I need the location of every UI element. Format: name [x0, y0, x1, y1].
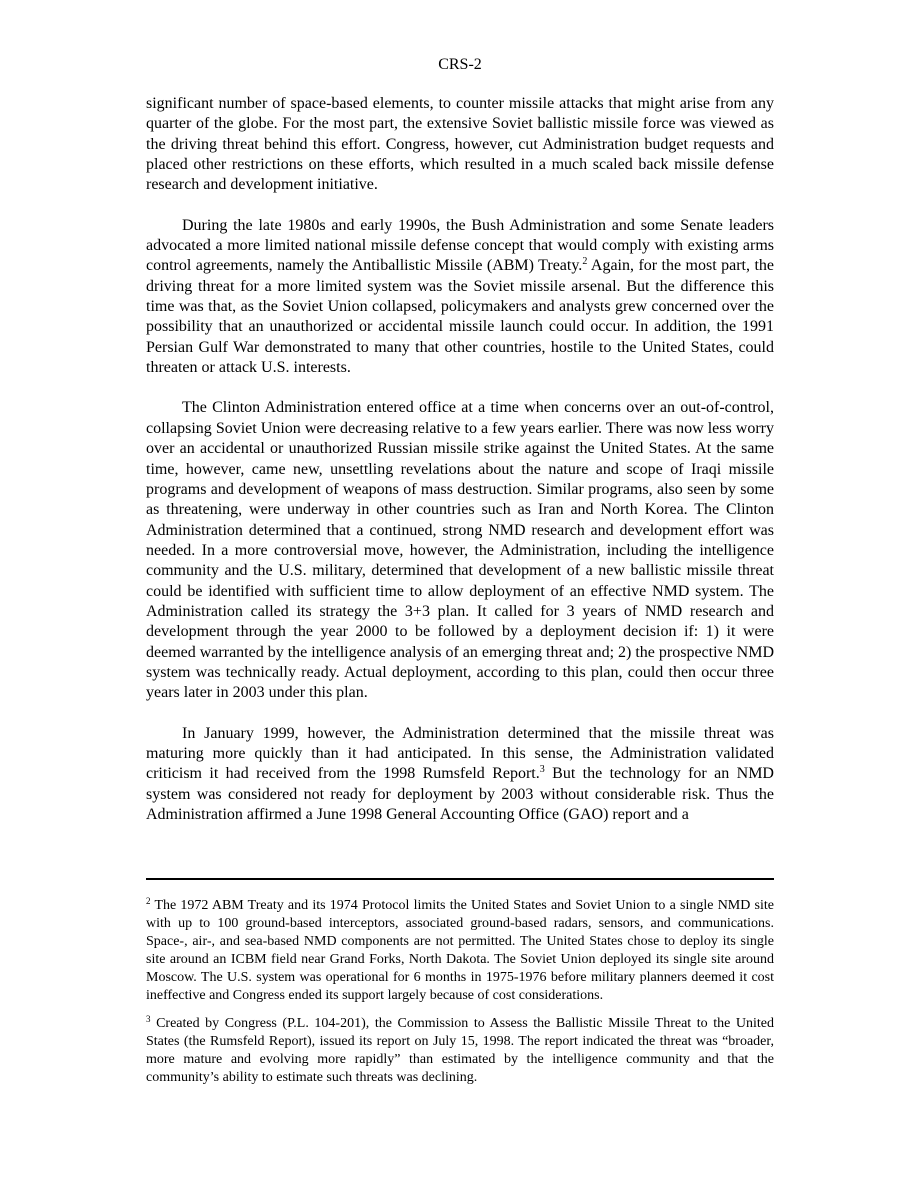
footnotes [146, 897, 774, 1096]
footnote-reference-2[interactable]: 2 [582, 256, 588, 268]
footnote-3 [146, 1015, 774, 1087]
paragraph-text: The Clinton Administration entered office at a time when concerns over an out-of-control, collapsing Soviet Union were decreasing relative to a few years earlier. There was now less worry over an accidental or unauthorized Russian missile strike against the United States. At the same time, however, came new, unsettling revelations about the nature and scope of Iraqi missile programs and development of weapons of mass destruction. Similar programs, also seen by some as threatening, were underway in other countries such as Iran and North Korea. The Clinton Administration determined that a continued, strong NMD research and development effort was needed. In a more controversial move, however, the Administration, including the intelligence community and the U.S. military, determined that development of a new ballistic missile threat could be identified with sufficient time to allow deployment of an effective NMD system. The Administration called its strategy the 3+3 plan. It called for 3 years of NMD research and development through the year 2000 to be followed by a deployment decision if: 1) it were deemed warranted by the intelligence analysis of an emerging threat and; 2) the prospective NMD system was technically ready. Actual deployment, according to this plan, could then occur three years later in 2003 under this plan. [146, 399, 774, 702]
footnote-reference-3[interactable]: 3 [539, 764, 545, 776]
footnote-number: 3 [146, 1013, 151, 1024]
paragraph-text: During the late 1980s and early 1990s, the Bush Administration and some Senate leaders advocated a more limited national missile defense concept that would comply with existing arms control agreements, namely the Antiballistic Missile (ABM) Treaty. [146, 216, 774, 275]
footnote-text: The 1972 ABM Treaty and its 1974 Protocol limits the United States and Soviet Union to a single NMD site with up to 100 ground-based interceptors, associated ground-based radars, sensors, and communications. Space-, air-, and sea-based NMD components are not permitted. The United States chose to deploy its single site around an ICBM field near Grand Forks, North Dakota. The Soviet Union deployed its single site around Moscow. The U.S. system was operational for 6 months in 1975-1976 before military planners deemed it cost ineffective and Congress ended its support largely because of cost considerations. [146, 898, 774, 1004]
paragraph-text: But the technology for an NMD system was considered not ready for deployment by 2003 without considerable risk. Thus the Administration affirmed a June 1998 General Accounting Office (GAO) report and a [146, 765, 774, 823]
body-text [146, 94, 774, 845]
paragraph-clinton-administration [146, 398, 774, 703]
footnote-text: Created by Congress (P.L. 104-201), the Commission to Assess the Ballistic Missile Threat to the United States (the Rumsfeld Report), issued its report on July 15, 1998. The report indicated the threat was “broader, more mature and evolving more rapidly” than estimated by the intelligence community and that the community’s ability to estimate such threats was declining. [146, 1015, 774, 1085]
paragraph-text: Again, for the most part, the driving threat for a more limited system was the Soviet missile arsenal. But the difference this time was that, as the Soviet Union collapsed, policymakers and analysts grew concerned over the possibility that an unauthorized or accidental missile launch could occur. In addition, the 1991 Persian Gulf War demonstrated to many that other countries, hostile to the United States, could threaten or attack U.S. interests. [146, 257, 774, 377]
footnote-number: 2 [146, 896, 151, 906]
paragraph-continuation [146, 94, 774, 196]
footnote-divider [146, 878, 774, 880]
footnote-2 [146, 897, 774, 1006]
paragraph-text: In January 1999, however, the Administration determined that the missile threat was maturing more quickly than it had anticipated. In this sense, the Administration validated criticism it had received from the 1998 Rumsfeld Report. [146, 724, 774, 783]
page-header: CRS-2 [438, 56, 482, 73]
paragraph-text: significant number of space-based elements, to counter missile attacks that might arise from any quarter of the globe. For the most part, the extensive Soviet ballistic missile force was viewed as the driving threat behind this effort. Congress, however, cut Administration budget requests and placed other restrictions on these efforts, which resulted in a much scaled back missile defense research and development initiative. [146, 95, 774, 194]
paragraph-january-1999 [146, 724, 774, 826]
paragraph-bush-administration [146, 216, 774, 379]
